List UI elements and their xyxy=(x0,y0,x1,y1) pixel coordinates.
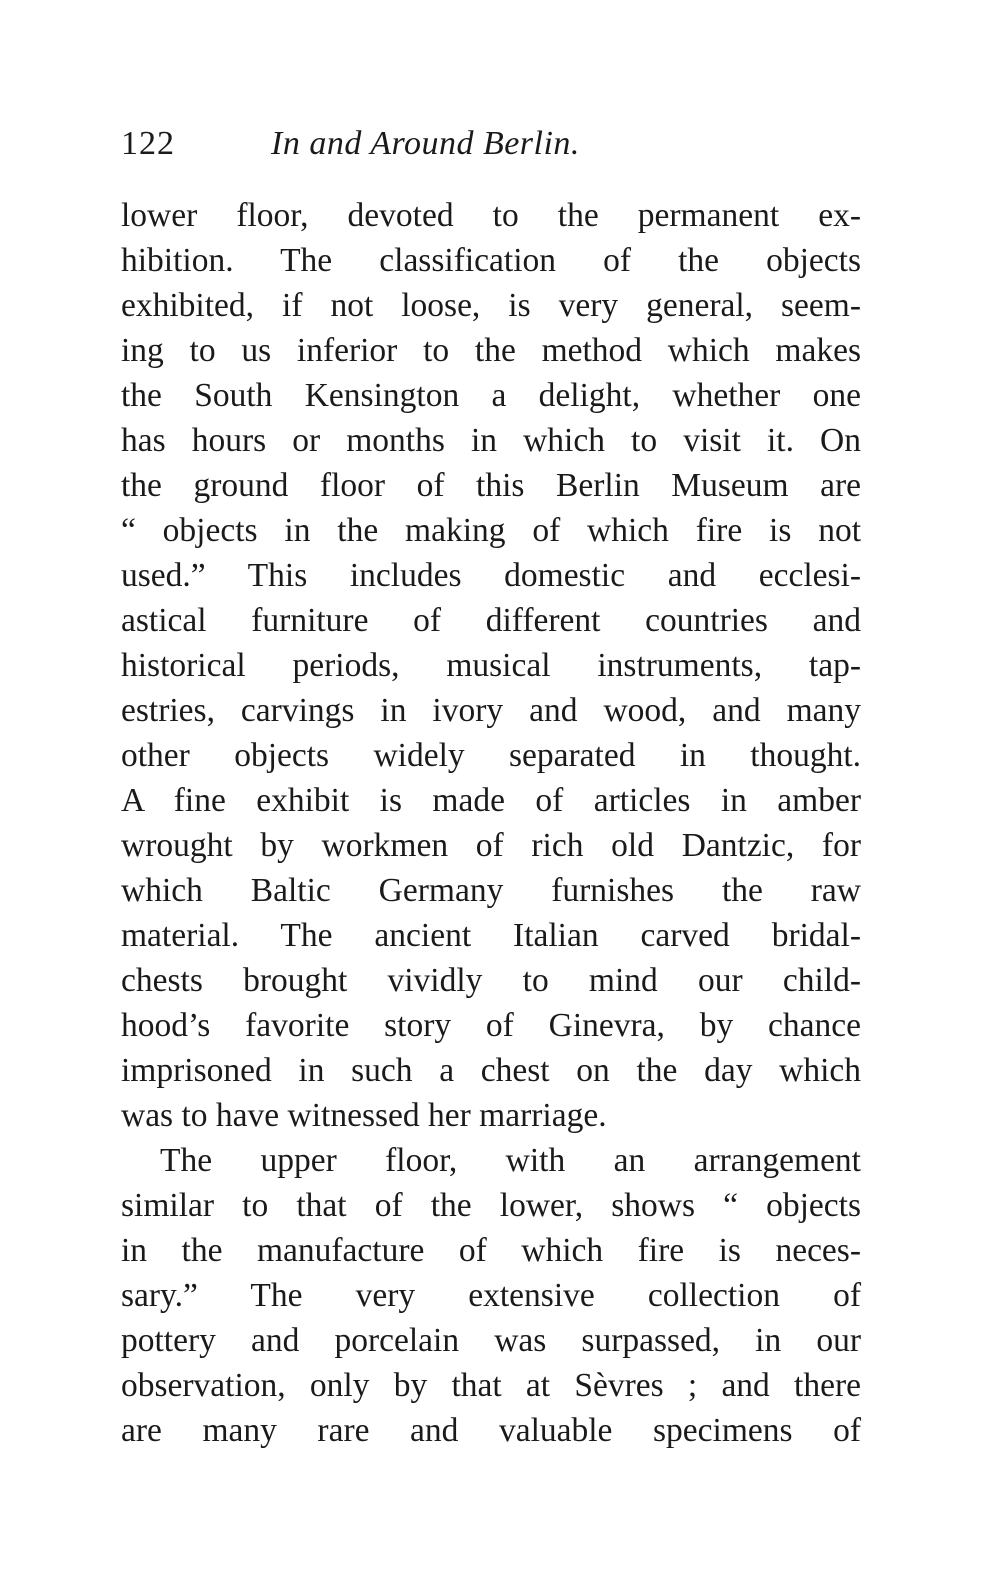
text-line: exhibited, if not loose, is very general, seem- xyxy=(121,287,861,324)
text-line: chests brought vividly to mind our child- xyxy=(121,962,861,999)
text-line: “ objects in the making of which fire is not xyxy=(121,512,861,549)
text-line: sary.” The very extensive collection of xyxy=(121,1277,861,1314)
text-line: has hours or months in which to visit it. On xyxy=(121,422,861,459)
text-line: estries, carvings in ivory and wood, and many xyxy=(121,692,861,729)
paragraph-end-line: was to have witnessed her marriage. xyxy=(121,1097,607,1134)
text-line: used.” This includes domestic and ecclesi- xyxy=(121,557,861,594)
text-line: pottery and porcelain was surpassed, in our xyxy=(121,1322,861,1359)
running-title: In and Around Berlin. xyxy=(271,125,580,162)
text-line: A fine exhibit is made of articles in amber xyxy=(121,782,861,819)
text-line: hood’s favorite story of Ginevra, by chance xyxy=(121,1007,861,1044)
text-line: in the manufacture of which fire is neces- xyxy=(121,1232,861,1269)
text-line: other objects widely separated in thought. xyxy=(121,737,861,774)
text-line: wrought by workmen of rich old Dantzic, for xyxy=(121,827,861,864)
text-line: the ground floor of this Berlin Museum are xyxy=(121,467,861,504)
page-number: 122 xyxy=(121,125,175,162)
paragraph-start-line: The upper floor, with an arrangement xyxy=(160,1142,861,1179)
text-line: material. The ancient Italian carved bridal- xyxy=(121,917,861,954)
text-line: astical furniture of different countries and xyxy=(121,602,861,639)
text-line: lower floor, devoted to the permanent ex- xyxy=(121,197,861,234)
text-line: observation, only by that at Sèvres ; and there xyxy=(121,1367,861,1404)
text-line: hibition. The classification of the objects xyxy=(121,242,861,279)
text-line: imprisoned in such a chest on the day which xyxy=(121,1052,861,1089)
running-head xyxy=(121,122,861,166)
text-line: similar to that of the lower, shows “ objects xyxy=(121,1187,861,1224)
text-line: which Baltic Germany furnishes the raw xyxy=(121,872,861,909)
text-line: are many rare and valuable specimens of xyxy=(121,1412,861,1449)
text-line: ing to us inferior to the method which makes xyxy=(121,332,861,369)
text-line: historical periods, musical instruments, tap- xyxy=(121,647,861,684)
body-text xyxy=(121,193,861,1453)
text-line: the South Kensington a delight, whether one xyxy=(121,377,861,414)
